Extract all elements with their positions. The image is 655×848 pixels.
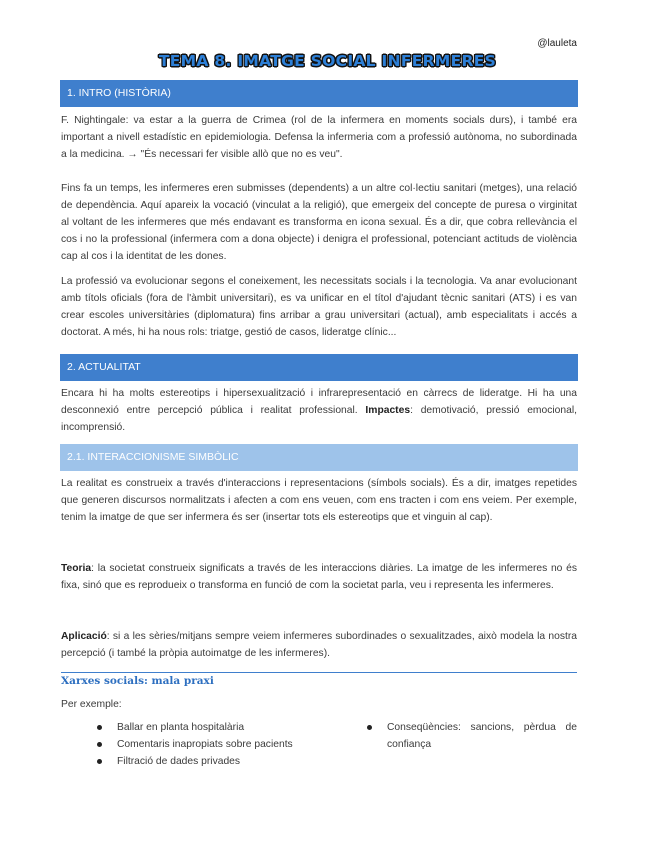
aplicacio-text: : si a les sèries/mitjans sempre veiem infermeres subordinades o sexualitzades, això modela la nostra percepció (i també la pròpia autoimatge de les infermeres). — [61, 631, 577, 659]
list-item: Ballar en planta hospitalària — [97, 719, 347, 736]
section-divider — [61, 672, 577, 673]
intro-paragraph-evolution: La professió va evolucionar segons el coneixement, les necessitats socials i la tecnologia. Va anar evolucionant amb títols oficials (fora de l'àmbit universitari), es va unificar en el títol d'ajudant tècnic sanitari (ATS) i es van crear escoles universitàries (diplomatura) fins arribar a grau universitari (actual), amb especialitats i accés a doctorat. A més, hi ha nous rols: triatge, gestió de casos, lideratge clínic... — [61, 276, 577, 338]
section-heading-intro: 1. INTRO (HISTÒRIA) — [60, 80, 578, 107]
intro-paragraph-dependency: Fins fa un temps, les infermeres eren submisses (dependents) a un altre col·lectiu sanitari (metges), una relació de dependència. Aquí apareix la vocació (vinculat a la religió), que emergeix del concepte de puresa o virginitat al voltant de les infermeres que més endavant es transforma en icona sexual. És a dir, que cobra rellevància el cos i no la professional (infermera com a dona objecte) i denigra el professional, potenciant actituds de violència cap al cos i la identitat de les dones. — [61, 183, 577, 262]
actualitat-text: Encara hi ha molts estereotips i hipersexualització i infrarepresentació en càrrecs de lideratge. Hi ha una desconnexió entre percepció pública i realitat professional. — [61, 388, 577, 416]
impactes-text: : demotivació, pressió emocional, incomprensió. — [61, 405, 577, 433]
list-item: Conseqüències: sancions, pèrdua de confiança — [367, 719, 577, 753]
document-title: TEMA 8. IMATGE SOCIAL INFERMERES — [158, 52, 497, 70]
section-heading-interaccionisme: 2.1. INTERACCIONISME SIMBÒLIC — [60, 444, 578, 471]
aplicacio-paragraph — [61, 628, 577, 662]
section-heading-actualitat: 2. ACTUALITAT — [60, 354, 578, 381]
aplicacio-label: Aplicació — [61, 631, 107, 642]
xarxes-intro: Per exemple: — [61, 699, 122, 710]
xarxes-consequences-list — [367, 719, 577, 753]
impactes-label: Impactes — [365, 405, 411, 416]
xarxes-heading: Xarxes socials: mala praxi — [61, 675, 214, 687]
xarxes-examples-list — [97, 719, 347, 770]
list-item: Comentaris inapropiats sobre pacients — [97, 736, 347, 753]
intro-paragraph-nightingale: F. Nightingale: va estar a la guerra de Crimea (rol de la infermera en moments socials durs), i també era important a nivell estadístic en epidemiologia. Defensa la infermeria com a professió autònoma, no subordinada a la medicina. → "És necessari fer visible allò que no es veu". — [61, 115, 577, 160]
teoria-paragraph — [61, 560, 577, 594]
list-item: Filtració de dades privades — [97, 753, 347, 770]
interaccionisme-paragraph: La realitat es construeix a través d'interaccions i representacions (símbols socials). És a dir, imatges repetides que generen discursos normalitzats i afecten a com ens veuen, com ens tracten i com ens veiem. Per exemple, tenim la imatge de que ser infermera és ser (insertar tots els estereotips que et vinguin al cap). — [61, 478, 577, 523]
teoria-label: Teoria — [61, 563, 92, 574]
author-handle: @lauleta — [537, 38, 577, 49]
actualitat-paragraph — [61, 385, 577, 436]
teoria-text: : la societat construeix significats a través de les interaccions diàries. La imatge de les infermeres no és fixa, sinó que es reprodueix o transforma en funció de com la societat parla, veu i representa les infermeres. — [61, 563, 577, 591]
